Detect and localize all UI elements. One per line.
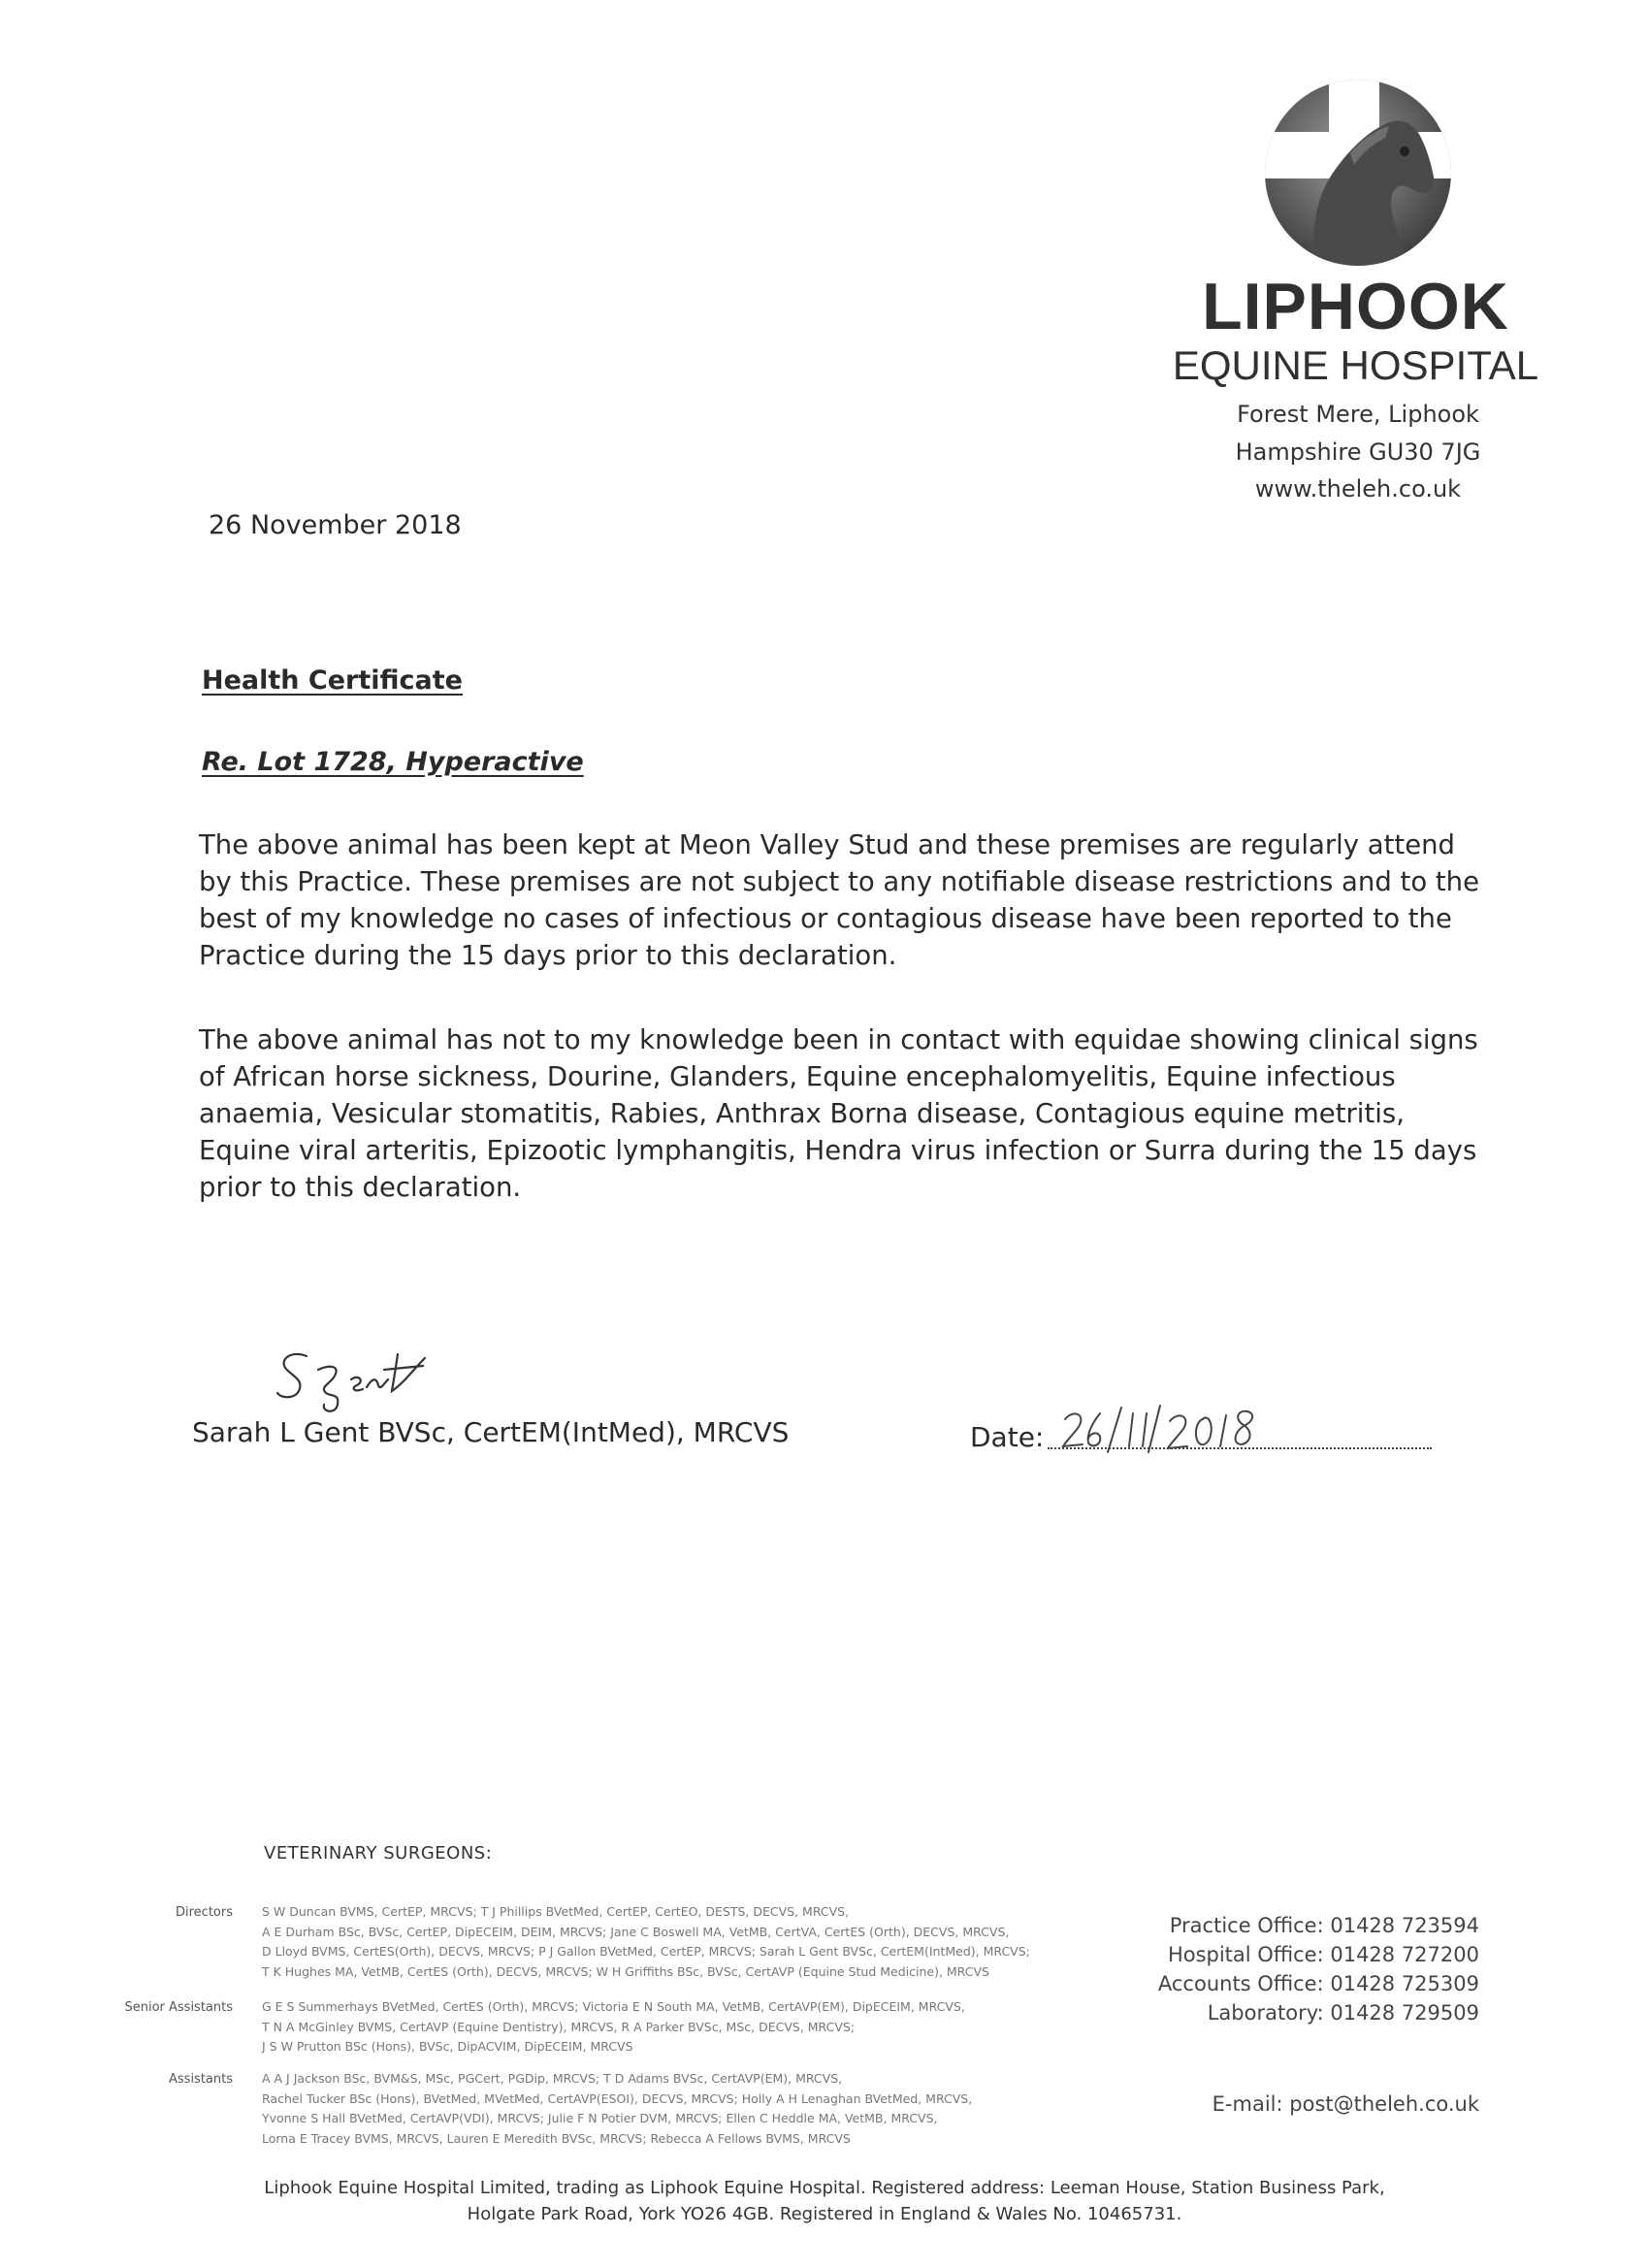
role-directors: Directors (176, 1905, 233, 1920)
certificate-heading: Health Certificate (202, 665, 463, 696)
paragraph-line: best of my knowledge no cases of infectious or contagious disease have been reported to the (199, 903, 1452, 934)
role-senior-assistants: Senior Assistants (124, 2000, 233, 2015)
staff-line: T K Hughes MA, VetMB, CertES (Orth), DECVS, MRCVS; W H Griffiths BSc, BVSc, CertAVP (Equine Stud Medicine), MRCVS (262, 1963, 989, 1979)
paragraph-contact (199, 1021, 1478, 1206)
paragraph-line: Practice during the 15 days prior to this declaration. (199, 940, 897, 971)
logo-subtitle: EQUINE HOSPITAL (1172, 342, 1539, 388)
paragraph-line: Equine viral arteritis, Epizootic lymphangitis, Hendra virus infection or Surra during the 15 days (199, 1135, 1477, 1166)
footer-line: Holgate Park Road, York YO26 4GB. Registered in England & Wales No. 10465731. (467, 2204, 1182, 2224)
letter-date: 26 November 2018 (209, 510, 462, 540)
footer-line: Liphook Equine Hospital Limited, trading as Liphook Equine Hospital. Registered address: Leeman House, Station Business Park, (264, 2178, 1385, 2198)
handwritten-date (1057, 1400, 1310, 1458)
assistants-list (262, 2069, 1116, 2149)
veterinary-surgeons-heading: VETERINARY SURGEONS: (264, 1843, 493, 1863)
staff-line: S W Duncan BVMS, CertEP, MRCVS; T J Phillips BVetMed, CertEP, CertEO, DESTS, DECVS, MRCVS, (262, 1904, 850, 1919)
contact-email[interactable]: E-mail: post@theleh.co.uk (1212, 2092, 1479, 2116)
staff-line: Yvonne S Hall BVetMed, CertAVP(VDI), MRCVS; Julie F N Potier DVM, MRCVS; Ellen C Heddle MA, VetMB, MRCVS, (262, 2111, 938, 2125)
staff-line: Rachel Tucker BSc (Hons), BVetMed, MVetMed, CertAVP(ESOI), DECVS, MRCVS; Holly A H Lenaghan BVetMed, MRCVS, (262, 2090, 973, 2106)
paragraph-line: The above animal has not to my knowledge been in contact with equidae showing clinical signs (199, 1024, 1478, 1055)
registration-footer (194, 2175, 1455, 2227)
staff-line: T N A McGinley BVMS, CertAVP (Equine Dentistry), MRCVS, R A Parker BVSc, MSc, DECVS, MRCVS; (262, 2019, 856, 2034)
staff-line: J S W Prutton BSc (Hons), BVSc, DipACVIM, DipECEIM, MRCVS (262, 2039, 633, 2054)
hospital-logo-mark (1261, 76, 1455, 270)
date-label: Date: (970, 1421, 1045, 1453)
handwritten-signature (270, 1341, 493, 1418)
office-contacts (1154, 1911, 1479, 2027)
logo-name: LIPHOOK (1202, 270, 1509, 343)
accounts-office-phone: Accounts Office: 01428 725309 (1157, 1972, 1479, 1995)
senior-assistants-list (262, 1997, 1116, 2057)
staff-line: A A J Jackson BSc, BVM&S, MSc, PGCert, PGDip, MRCVS; T D Adams BVSc, CertAVP(EM), MRCVS, (262, 2071, 843, 2086)
website[interactable]: www.theleh.co.uk (1254, 475, 1462, 502)
staff-line: A E Durham BSc, BVSc, CertEP, DipECEIM, DEIM, MRCVS; Jane C Boswell MA, VetMB, CertVA, CertES (Orth), DECVS, MRCVS, (262, 1924, 1010, 1939)
address-line-2: Hampshire GU30 7JG (1235, 438, 1481, 466)
laboratory-phone: Laboratory: 01428 729509 (1207, 2001, 1479, 2025)
staff-line: G E S Summerhays BVetMed, CertES (Orth), MRCVS; Victoria E N South MA, VetMB, CertAVP(EM), DipECEIM, MRCVS, (262, 1999, 965, 2014)
paragraph-line: The above animal has been kept at Meon Valley Stud and these premises are regularly attend (199, 829, 1455, 860)
paragraph-premises (199, 826, 1480, 974)
role-assistants: Assistants (169, 2072, 233, 2087)
staff-line: Lorna E Tracey BVMS, MRCVS, Lauren E Meredith BVSc, MRCVS; Rebecca A Fellows BVMS, MRCVS (262, 2130, 851, 2146)
signatory-name: Sarah L Gent BVSc, CertEM(IntMed), MRCVS (192, 1416, 790, 1448)
staff-line: D Lloyd BVMS, CertES(Orth), DECVS, MRCVS; P J Gallon BVetMed, CertEP, MRCVS; Sarah L Gent BVSc, CertEM(IntMed), MRCVS; (262, 1944, 1030, 1959)
reference-line: Re. Lot 1728, Hyperactive (202, 747, 584, 777)
address-line-1: Forest Mere, Liphook (1237, 401, 1479, 428)
paragraph-line: of African horse sickness, Dourine, Glanders, Equine encephalomyelitis, Equine infectious (199, 1061, 1396, 1092)
directors-list (262, 1902, 1116, 1982)
hospital-office-phone: Hospital Office: 01428 727200 (1167, 1943, 1479, 1966)
practice-office-phone: Practice Office: 01428 723594 (1169, 1914, 1479, 1937)
paragraph-line: by this Practice. These premises are not subject to any notifiable disease restrictions and to the (199, 866, 1480, 897)
paragraph-line: prior to this declaration. (199, 1172, 522, 1203)
paragraph-line: anaemia, Vesicular stomatitis, Rabies, Anthrax Borna disease, Contagious equine metritis, (199, 1098, 1405, 1129)
